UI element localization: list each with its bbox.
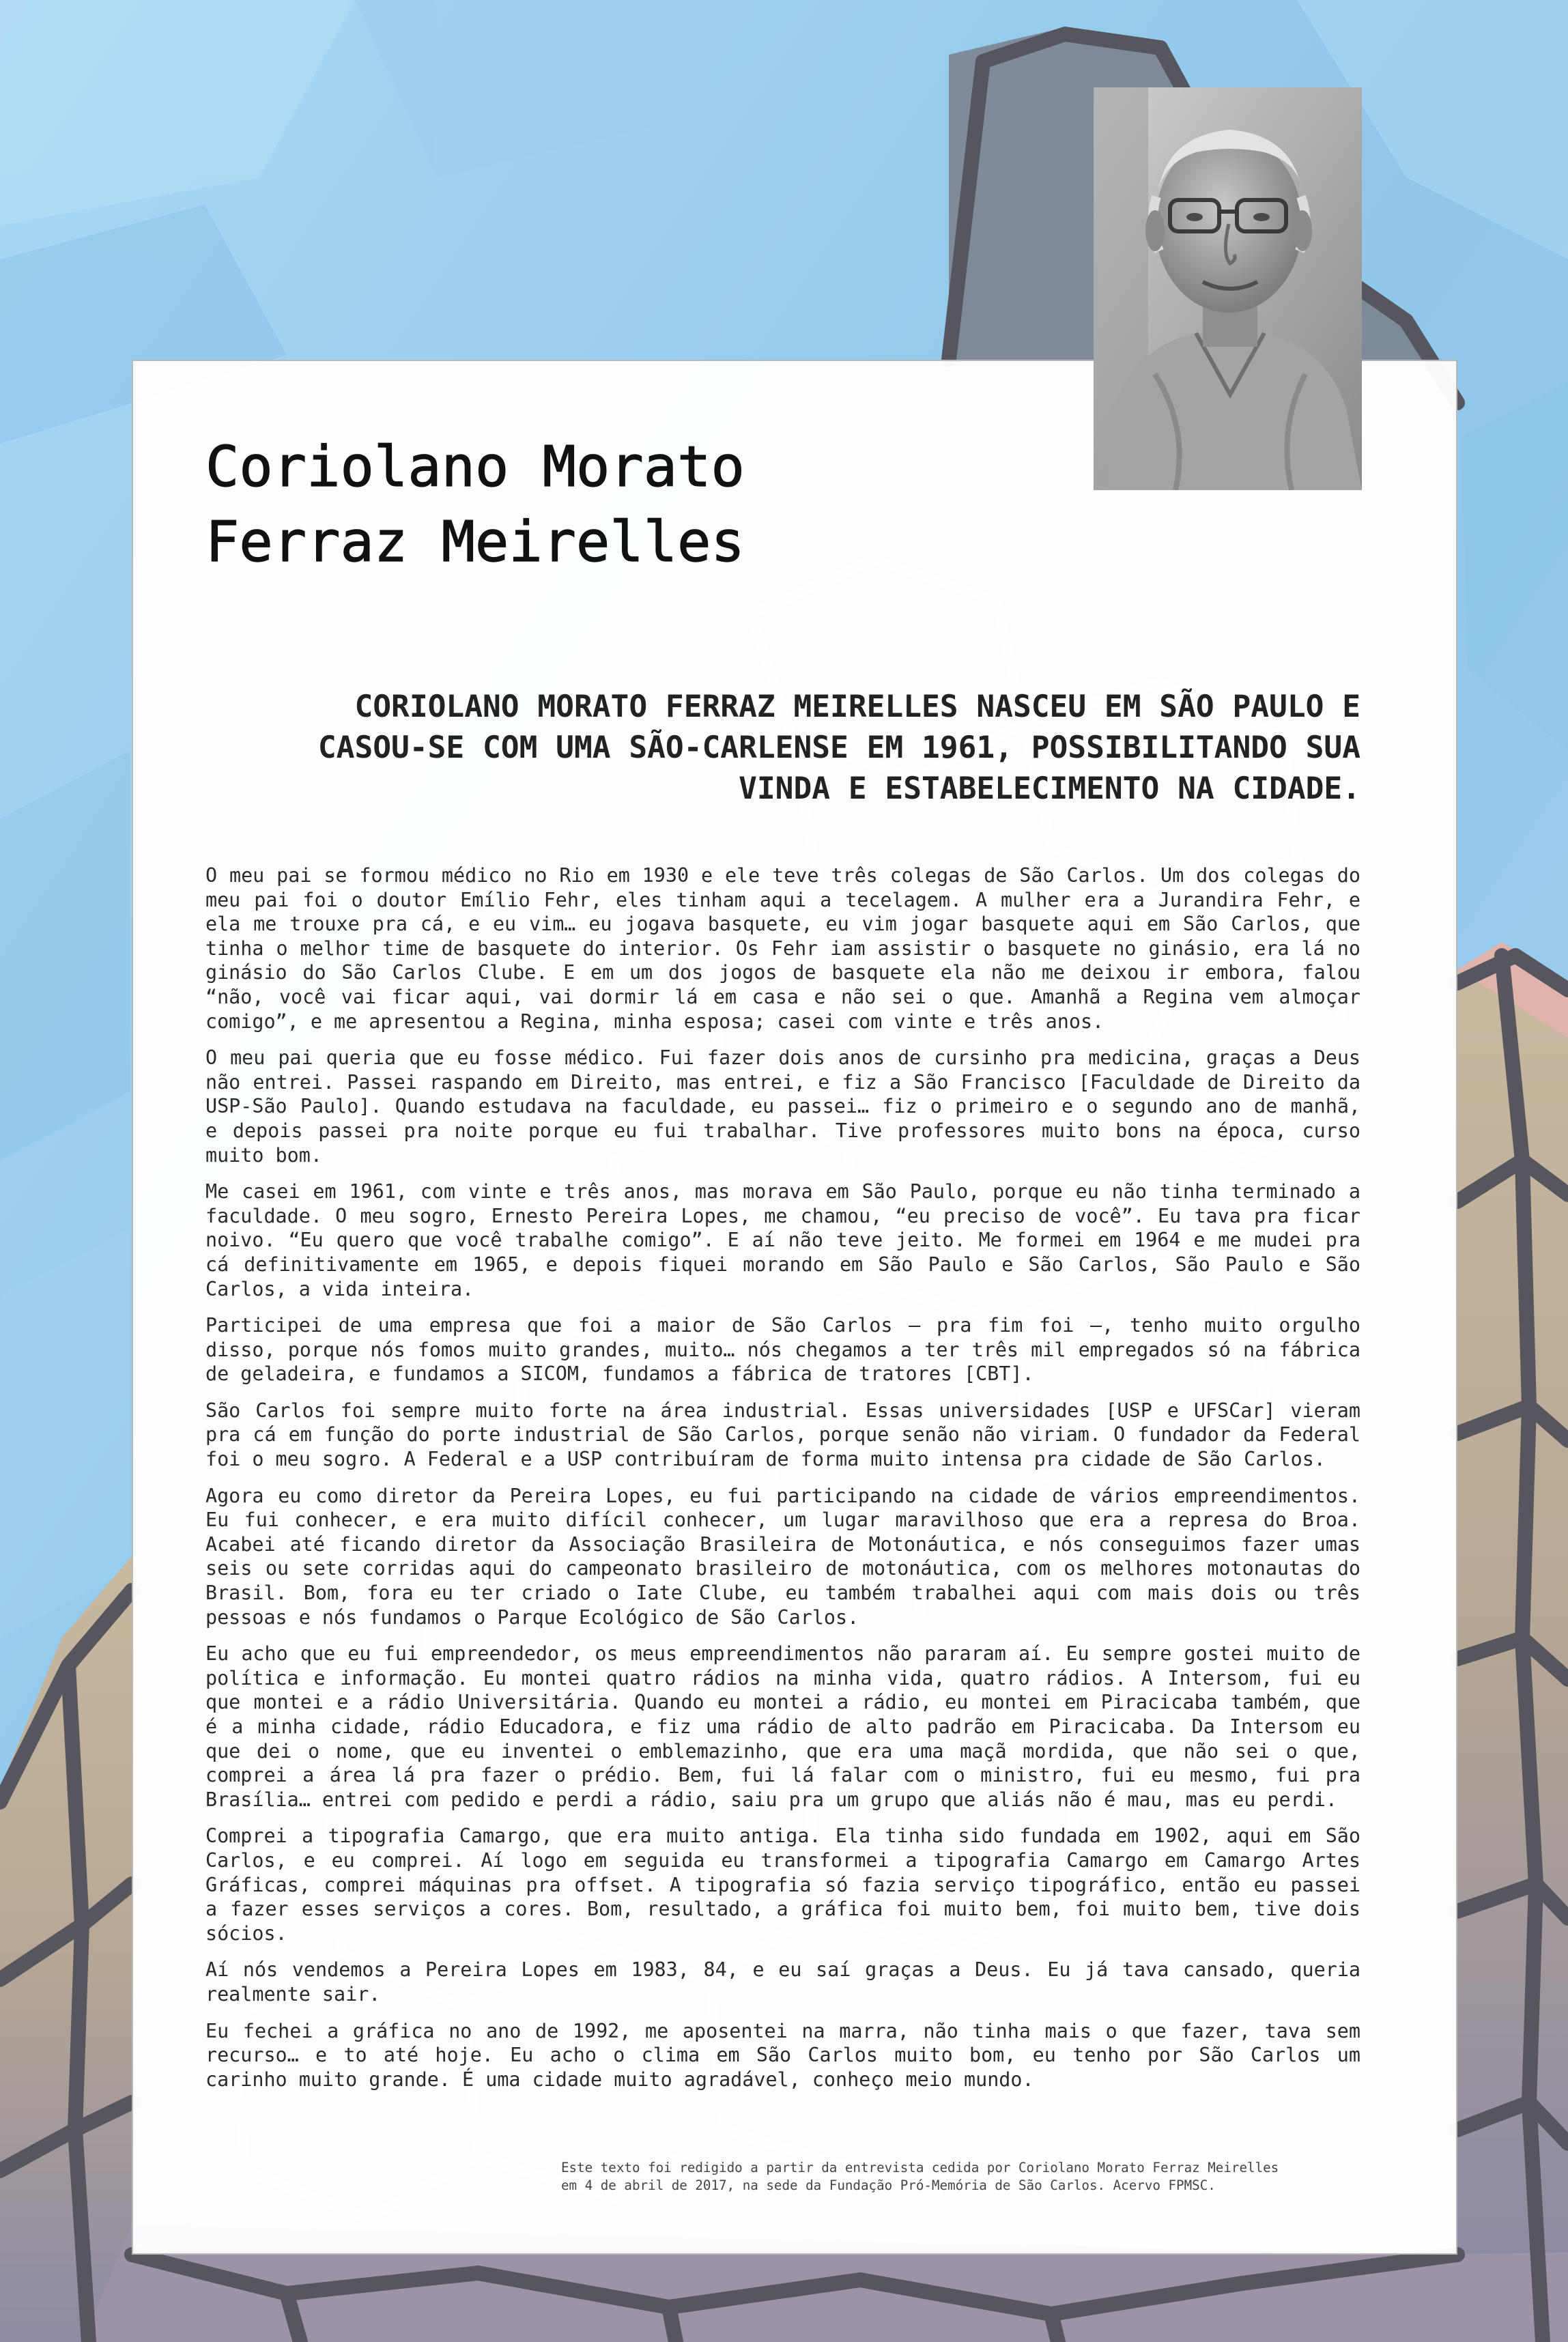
portrait-image-icon xyxy=(1094,87,1362,490)
title-line-1: Coriolano Morato xyxy=(205,435,745,500)
page-title xyxy=(205,430,1025,580)
paragraph: Me casei em 1961, com vinte e três anos, mas morava em São Paulo, porque eu não tinha terminado a faculdade. O meu sogro, Ernesto Pereira Lopes, me chamou, “eu preciso de você”. Eu tava pra ficar noivo. “Eu quero que você trabalhe comigo”. E aí não teve jeito. Me formei em 1964 e me mudei pra cá definitivamente em 1965, e depois fiquei morando em São Paulo e São Carlos, São Paulo e São Carlos, a vida inteira. xyxy=(205,1180,1360,1300)
paragraph: O meu pai se formou médico no Rio em 1930 e ele teve três colegas de São Carlos. Um dos colegas do meu pai foi o doutor Emílio Fehr, eles tinham aqui a tecelagem. A mulher era a Jurandira Fehr, e ela me trouxe pra cá, e eu vim… eu jogava basquete, eu vim jogar basquete aqui em São Carlos, que tinha o melhor time de basquete do interior. Os Fehr iam assistir o basquete no ginásio, era lá no ginásio do São Carlos Clube. E em um dos jogos de basquete ela não me deixou ir embora, falou “não, você vai ficar aqui, vai dormir lá em casa e não sei o que. Amanhã a Regina vem almoçar comigo”, e me apresentou a Regina, minha esposa; casei com vinte e três anos. xyxy=(205,864,1360,1033)
paragraph: Participei de uma empresa que foi a maior de São Carlos – pra fim foi –, tenho muito orgulho disso, porque nós fomos muito grandes, muito… nós chegamos a ter três mil empregados só na fábrica de geladeira, e fundamos a SICOM, fundamos a fábrica de tratores [CBT]. xyxy=(205,1314,1360,1386)
paragraph: Comprei a tipografia Camargo, que era muito antiga. Ela tinha sido fundada em 1902, aqui em São Carlos, e eu comprei. Aí logo em seguida eu transformei a tipografia Camargo em Camargo Artes Gráficas, comprei máquinas pra offset. A tipografia só fazia serviço tipográfico, então eu passei a fazer esses serviços a cores. Bom, resultado, a gráfica foi muito bem, foi muito bem, tive dois sócios. xyxy=(205,1825,1360,1945)
title-line-2: Ferraz Meirelles xyxy=(205,510,745,575)
paragraph: Eu fechei a gráfica no ano de 1992, me aposentei na marra, não tinha mais o que fazer, tava sem recurso… e to até hoje. Eu acho o clima em São Carlos muito bom, eu tenho por São Carlos um carinho muito grande. É uma cidade muito agradável, conheço meio mundo. xyxy=(205,2019,1360,2091)
credit-line-2: em 4 de abril de 2017, na sede da Fundação Pró-Memória de São Carlos. Acervo FPMSC. xyxy=(561,2177,1216,2193)
paragraph: Eu acho que eu fui empreendedor, os meus empreendimentos não pararam aí. Eu sempre gostei muito de política e informação. Eu montei quatro rádios na minha vida, quatro rádios. A Intersom, fui eu que montei e a rádio Universitária. Quando eu montei a rádio, eu montei em Piracicaba também, que é a minha cidade, rádio Educadora, e fiz uma rádio de alto padrão em Piracicaba. Da Intersom eu que dei o nome, que eu inventei o emblemazinho, que era uma maçã mordida, que não sei o que, comprei a área lá pra fazer o prédio. Bem, fui lá falar com o ministro, fui eu mesmo, fui pra Brasília… entrei com pedido e perdi a rádio, saiu pra um grupo que aliás não é mau, mas eu perdi. xyxy=(205,1642,1360,1811)
interview-body xyxy=(205,863,1360,2104)
paragraph: O meu pai queria que eu fosse médico. Fui fazer dois anos de cursinho pra medicina, graças a Deus não entrei. Passei raspando em Direito, mas entrei, e fiz a São Francisco [Faculdade de Direito da USP-São Paulo]. Quando estudava na faculdade, eu passei… fiz o primeiro e o segundo ano de manhã, e depois passei pra noite porque eu fui trabalhar. Tive professores muito bons na época, curso muito bom. xyxy=(205,1046,1360,1167)
paragraph: Aí nós vendemos a Pereira Lopes em 1983, 84, e eu saí graças a Deus. Eu já tava cansado, queria realmente sair. xyxy=(205,1958,1360,2005)
source-credit xyxy=(561,2159,1360,2195)
paragraph: Agora eu como diretor da Pereira Lopes, eu fui participando na cidade de vários empreendimentos. Eu fui conhecer, e era muito difícil conhecer, um lugar maravilhoso que era a represa do Broa. Acabei até ficando diretor da Associação Brasileira de Motonáutica, e nós conseguimos fazer umas seis ou sete corridas aqui do campeonato brasileiro de motonáutica, com os melhores motonautas do Brasil. Bom, fora eu ter criado o Iate Clube, eu também trabalhei aqui com mais dois ou três pessoas e nós fundamos o Parque Ecológico de São Carlos. xyxy=(205,1484,1360,1629)
credit-line-1: Este texto foi redigido a partir da entrevista cedida por Coriolano Morato Ferraz Meirelles xyxy=(561,2160,1279,2175)
intro-summary: CORIOLANO MORATO FERRAZ MEIRELLES NASCEU EM SÃO PAULO E CASOU-SE COM UMA SÃO-CARLENSE EM 1961, POSSIBILITANDO SUA VINDA E ESTABELECIMENTO NA CIDADE. xyxy=(317,689,1360,806)
portrait-photo xyxy=(1094,87,1362,490)
paragraph: São Carlos foi sempre muito forte na área industrial. Essas universidades [USP e UFSCar] vieram pra cá em função do porte industrial de São Carlos, porque senão não viriam. O fundador da Federal foi o meu sogro. A Federal e a USP contribuíram de forma muito intensa pra cidade de São Carlos. xyxy=(205,1399,1360,1471)
